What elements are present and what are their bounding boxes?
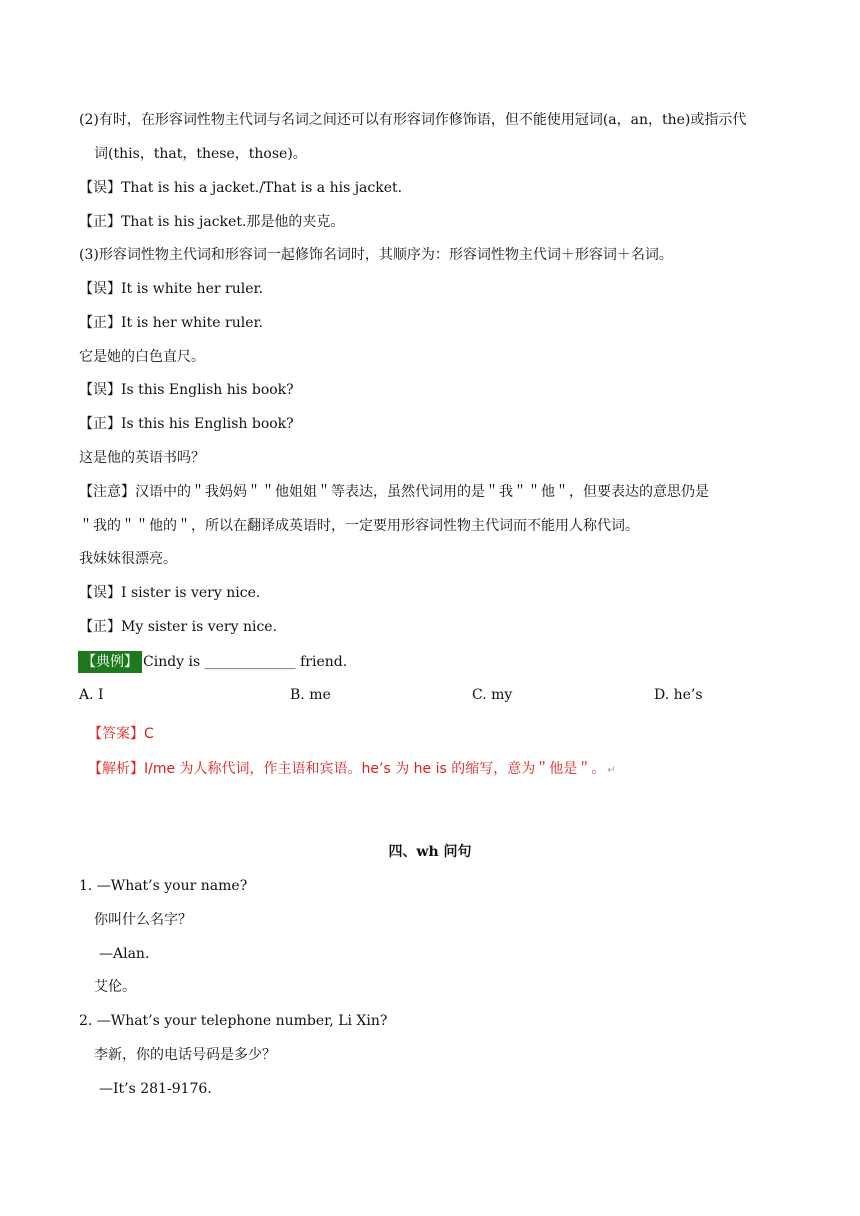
paragraph-line: (3)形容词性物主代词和形容词一起修饰名词时，其顺序为：形容词性物主代词＋形容词＋名词。: [79, 247, 673, 263]
choice-b: B. me: [290, 687, 331, 703]
choice-d: D. he’s: [654, 687, 703, 703]
wh-translation: 艾伦。: [94, 979, 136, 995]
wrong-example: 【误】It is white her ruler.: [79, 281, 264, 297]
answer-block: [88, 724, 648, 786]
paragraph-line: (2)有时，在形容词性物主代词与名词之间还可以有形容词作修饰语，但不能使用冠词(a，an，the)或指示代: [79, 112, 747, 128]
example-question: [78, 651, 347, 673]
wrong-example: 【误】I sister is very nice.: [79, 585, 261, 601]
paragraph-line: 词(this，that，these，those)。: [94, 146, 307, 162]
correct-example: 【正】That is his jacket.那是他的夹克。: [79, 214, 345, 230]
section-title: 四、wh 问句: [388, 844, 472, 860]
wh-translation: 李新，你的电话号码是多少？: [94, 1047, 276, 1063]
example-question-text: Cindy is _____________ friend.: [143, 654, 348, 670]
note-line: 【注意】汉语中的＂我妈妈＂＂他姐姐＂等表达，虽然代词用的是＂我＂＂他＂，但要表达的意思仍是: [79, 484, 709, 500]
correct-example: 【正】My sister is very nice.: [79, 619, 278, 635]
wh-line: 2. —What’s your telephone number, Li Xin?: [79, 1013, 388, 1029]
return-mark-icon: ↵: [607, 765, 616, 776]
translation-line: 我妹妹很漂亮。: [79, 551, 177, 567]
choice-c: C. my: [472, 687, 513, 703]
wh-answer: —Alan.: [99, 946, 150, 962]
wrong-example: 【误】That is his a jacket./That is a his jacket.: [79, 180, 403, 196]
wh-answer: —It’s 281-9176.: [99, 1081, 212, 1097]
wh-translation: 你叫什么名字？: [94, 912, 192, 928]
explanation-line: [88, 759, 616, 781]
wh-line: 1. —What’s your name?: [79, 878, 248, 894]
explanation-text: 【解析】I/me 为人称代词，作主语和宾语。he’s 为 he is 的缩写，意为＂他是＂。: [88, 761, 606, 777]
example-tag: 【典例】: [78, 651, 142, 673]
choice-a: A. I: [79, 687, 104, 703]
answer-line: 【答案】C: [88, 726, 154, 742]
correct-example: 【正】Is this his English book?: [79, 416, 294, 432]
wrong-example: 【误】Is this English his book?: [79, 382, 294, 398]
translation-line: 这是他的英语书吗？: [79, 450, 205, 466]
translation-line: 它是她的白色直尺。: [79, 349, 205, 365]
note-line: ＂我的＂＂他的＂，所以在翻译成英语时，一定要用形容词性物主代词而不能用人称代词。: [79, 518, 639, 534]
correct-example: 【正】It is her white ruler.: [79, 315, 264, 331]
